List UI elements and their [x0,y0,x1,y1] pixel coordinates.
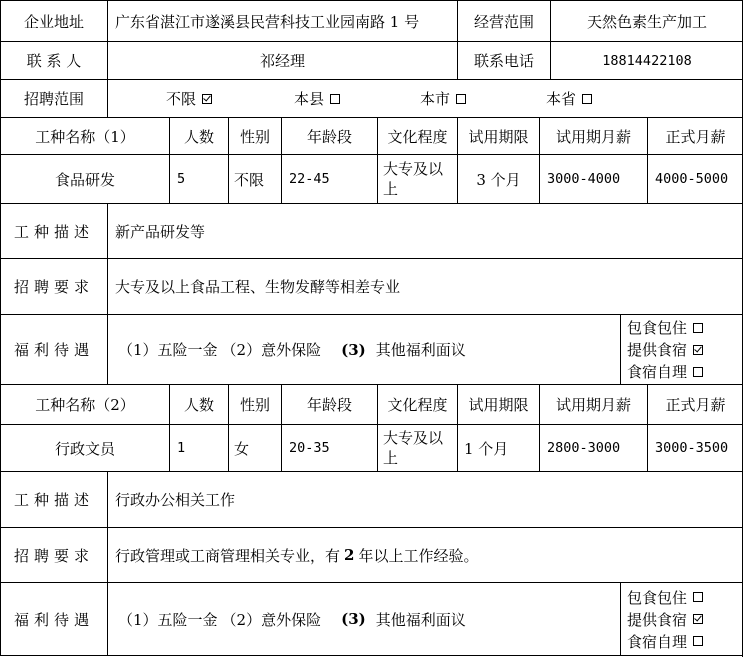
header-probation-salary: 试用期月薪 [539,384,647,424]
range-option-province[interactable] [546,80,592,117]
job-probation-salary: 2800-3000 [539,424,647,471]
requirement-years: 2 [344,546,355,564]
business-scope-label: 经营范围 [457,0,550,41]
meal-option-label: 食宿自理 [627,363,688,381]
checkbox-icon[interactable] [693,636,703,646]
welfare-text [107,314,620,384]
checkbox-icon[interactable] [693,614,703,624]
checkbox-icon[interactable] [456,94,466,104]
checkbox-icon[interactable] [693,592,703,602]
meal-option-label: 食宿自理 [627,632,688,651]
range-option-label: 本市 [420,90,451,108]
job-age: 20-35 [281,424,377,471]
meal-option[interactable] [627,608,703,630]
welfare-item: （2）意外保险 [221,341,322,359]
desc-label: 工种描述 [0,203,107,258]
req-label: 招聘要求 [0,258,107,314]
checkbox-icon[interactable] [330,94,340,104]
header-formal-salary: 正式月薪 [647,117,743,154]
header-age: 年龄段 [281,384,377,424]
header-gender: 性别 [228,117,281,154]
job-count: 5 [169,154,228,203]
req-label: 招聘要求 [0,527,107,582]
welfare-item-number: (3) [341,340,366,359]
meal-option-label: 提供食宿 [627,610,688,629]
range-option-label: 不限 [166,90,197,108]
checkbox-icon[interactable] [693,367,703,377]
header-education: 文化程度 [377,117,457,154]
welfare-text [107,582,620,655]
header-age: 年龄段 [281,117,377,154]
job-gender: 不限 [228,154,281,203]
meal-options [620,314,743,384]
job-description: 行政办公相关工作 [107,471,743,527]
meal-option[interactable] [627,317,703,339]
contact-label: 联 系 人 [0,41,107,79]
phone-label: 联系电话 [457,41,550,79]
phone-value: 18814422108 [550,41,743,79]
company-address-label: 企业地址 [0,0,107,41]
welfare-label: 福利待遇 [0,314,107,384]
job-name: 食品研发 [0,154,169,203]
job-formal-salary: 4000-5000 [647,154,743,203]
checkbox-icon[interactable] [693,345,703,355]
desc-label: 工种描述 [0,471,107,527]
meal-option[interactable] [627,339,703,361]
welfare-item-number: (3) [341,610,366,628]
job-requirement [107,527,743,582]
welfare-item: （1）五险一金 [118,341,218,359]
job-probation-salary: 3000-4000 [539,154,647,203]
welfare-item: （1）五险一金 [118,610,218,629]
welfare-item: 其他福利面议 [375,610,466,629]
contact-name-value: 祁经理 [107,41,457,79]
header-gender: 性别 [228,384,281,424]
job-education: 大专及以上 [377,154,457,203]
range-option-city[interactable] [420,80,466,117]
job-education: 大专及以上 [377,424,457,471]
range-option-label: 本县 [294,90,325,108]
recruit-range-options [107,79,743,117]
job-probation: 3 个月 [457,154,539,203]
recruit-range-label: 招聘范围 [0,79,107,117]
range-option-unlimited[interactable] [166,80,212,117]
job-name: 行政文员 [0,424,169,471]
requirement-text: 年以上工作经验。 [358,546,479,565]
job-title-label: 工种名称（2） [0,384,169,424]
job-description: 新产品研发等 [107,203,743,258]
header-formal-salary: 正式月薪 [647,384,743,424]
meal-option[interactable] [627,630,703,652]
range-option-county[interactable] [294,80,340,117]
meal-option-label: 提供食宿 [627,341,688,359]
job-formal-salary: 3000-3500 [647,424,743,471]
job-count: 1 [169,424,228,471]
checkbox-icon[interactable] [582,94,592,104]
bottom-border [0,655,743,656]
job-probation: 1 个月 [457,424,539,471]
welfare-item: 其他福利面议 [375,341,466,359]
header-count: 人数 [169,384,228,424]
job-requirement: 大专及以上食品工程、生物发酵等相差专业 [107,258,743,314]
job-age: 22-45 [281,154,377,203]
meal-options [620,582,743,655]
checkbox-icon[interactable] [202,94,212,104]
requirement-text: 行政管理或工商管理相关专业，有 [115,546,341,565]
company-address-value: 广东省湛江市遂溪县民营科技工业园南路 1 号 [107,0,457,41]
meal-option[interactable] [627,361,703,383]
welfare-item: （2）意外保险 [221,610,322,629]
meal-option-label: 包食包住 [627,588,688,607]
range-option-label: 本省 [546,90,577,108]
job-gender: 女 [228,424,281,471]
header-probation: 试用期限 [457,384,539,424]
meal-option-label: 包食包住 [627,319,688,337]
checkbox-icon[interactable] [693,323,703,333]
business-scope-value: 天然色素生产加工 [550,0,743,41]
meal-option[interactable] [627,586,703,608]
header-probation: 试用期限 [457,117,539,154]
welfare-label: 福利待遇 [0,582,107,655]
job-title-label: 工种名称（1） [0,117,169,154]
header-education: 文化程度 [377,384,457,424]
header-count: 人数 [169,117,228,154]
header-probation-salary: 试用期月薪 [539,117,647,154]
